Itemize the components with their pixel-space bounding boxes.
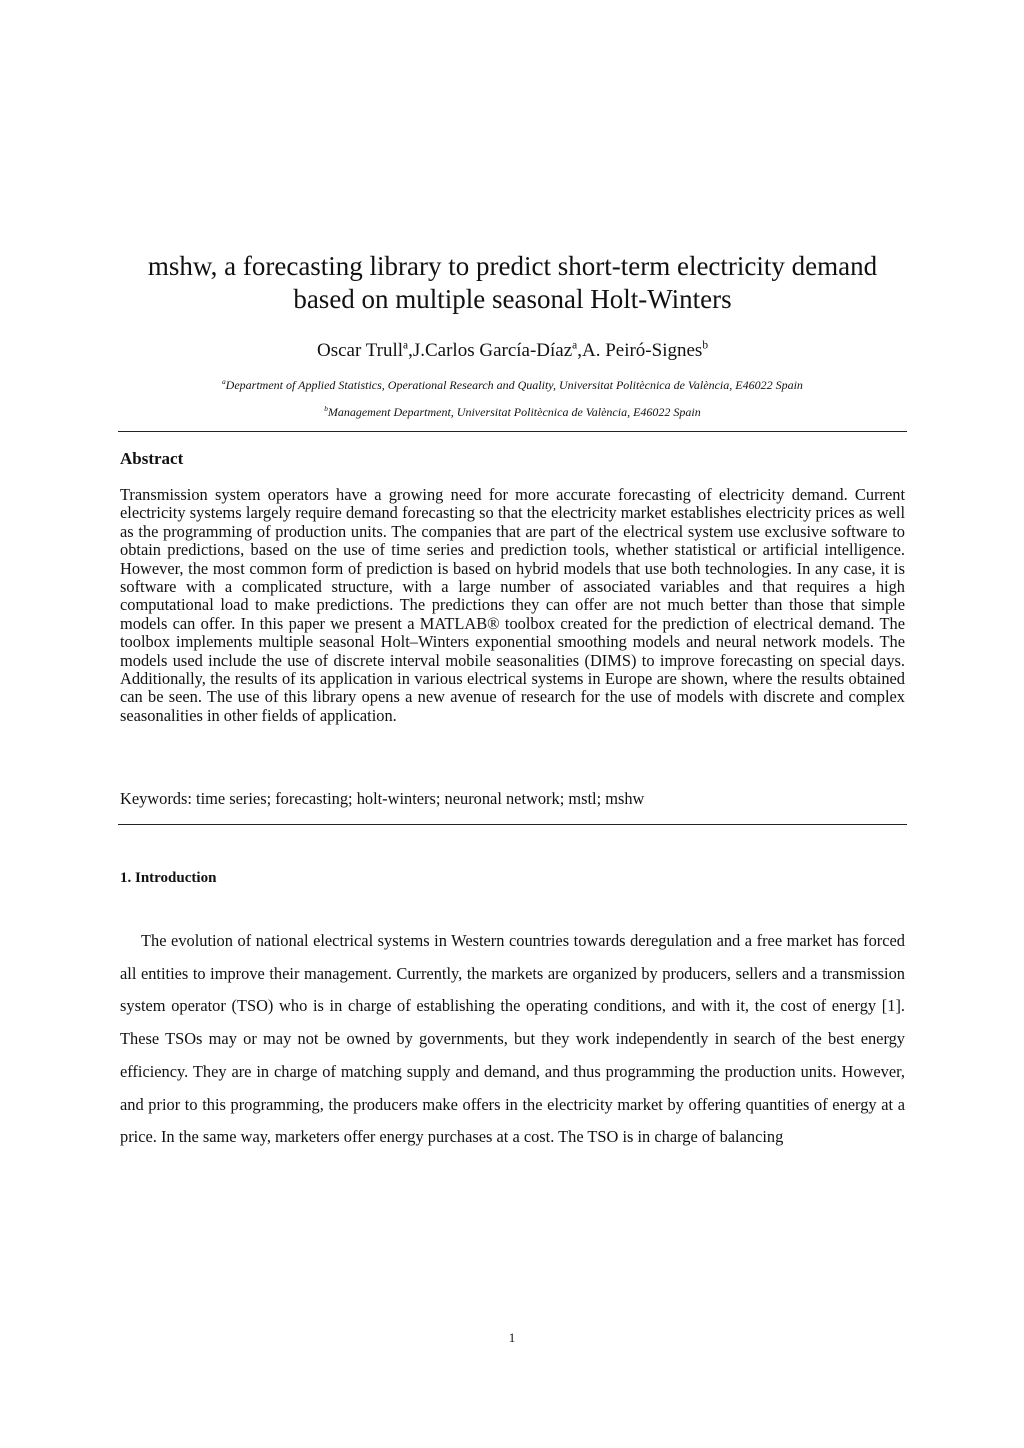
- affiliation-text: Management Department, Universitat Politècnica de València, E46022 Spain: [327, 405, 701, 419]
- affiliation-mark: b: [702, 339, 709, 352]
- author-separator: ,: [408, 340, 413, 361]
- affiliation-mark: a: [572, 339, 578, 352]
- affiliation-b: [110, 404, 915, 420]
- page-number: 1: [508, 1330, 516, 1345]
- author-list: [120, 338, 905, 364]
- introduction-paragraph: The evolution of national electrical systems in Western countries towards deregulation and a free market has forced all entities to improve their management. Currently, the markets are organized by producers, sellers and a transmission system operator (TSO) who is in charge of establishing the operating conditions, and with it, the cost of energy [1]. These TSOs may or may not be owned by governments, but they work independently in search of the best energy efficiency. They are in charge of matching supply and demand, and thus programming the production units. However, and prior to this programming, the producers make offers in the electricity market by offering quantities of energy at a price. In the same way, marketers offer energy purchases at a cost. The TSO is in charge of balancing: [120, 931, 905, 1147]
- affiliation-mark: a: [222, 378, 226, 386]
- affiliation-text: Department of Applied Statistics, Operational Research and Quality, Universitat Politècnica de València, E46022 Spain: [225, 378, 803, 392]
- divider-bottom: [118, 824, 907, 825]
- author-separator: ,: [577, 340, 582, 361]
- abstract-heading: Abstract: [120, 449, 184, 468]
- keywords: Keywords: time series; forecasting; holt-winters; neuronal network; mstl; mshw: [120, 789, 645, 808]
- author-name: A. Peiró-Signes: [581, 340, 703, 361]
- divider-top: [118, 431, 907, 432]
- affiliation-a: [110, 377, 915, 393]
- section-heading-introduction: 1. Introduction: [120, 870, 217, 886]
- author-name: J.Carlos García-Díaz: [412, 340, 573, 361]
- abstract-text: Transmission system operators have a growing need for more accurate forecasting of electricity demand. Current electricity systems largely require demand forecasting so that the electricity market establishes electricity prices as well as the programming of production units. The companies that are part of the electrical system use exclusive software to obtain predictions, based on the use of time series and prediction tools, whether statistical or artificial intelligence. However, the most common form of prediction is based on hybrid models that use both technologies. In any case, it is software with a complicated structure, with a large number of associated variables and that requires a high computational load to make predictions. The predictions they can offer are not much better than those that simple models can offer. In this paper we present a MATLAB® toolbox created for the prediction of electrical demand. The toolbox implements multiple seasonal Holt–Winters exponential smoothing models and neural network models. The models used include the use of discrete interval mobile seasonalities (DIMS) to improve forecasting on special days. Additionally, the results of its application in various electrical systems in Europe are shown, where the results obtained can be seen. The use of this library opens a new avenue of research for the use of models with discrete and complex seasonalities in other fields of application.: [120, 485, 905, 725]
- affiliation-mark: b: [324, 405, 328, 413]
- author-name: Oscar Trull: [316, 340, 404, 361]
- affiliation-mark: a: [403, 339, 409, 352]
- paper-title: mshw, a forecasting library to predict short-term electricity demand based on multiple seasonal Holt-Winters: [147, 251, 878, 314]
